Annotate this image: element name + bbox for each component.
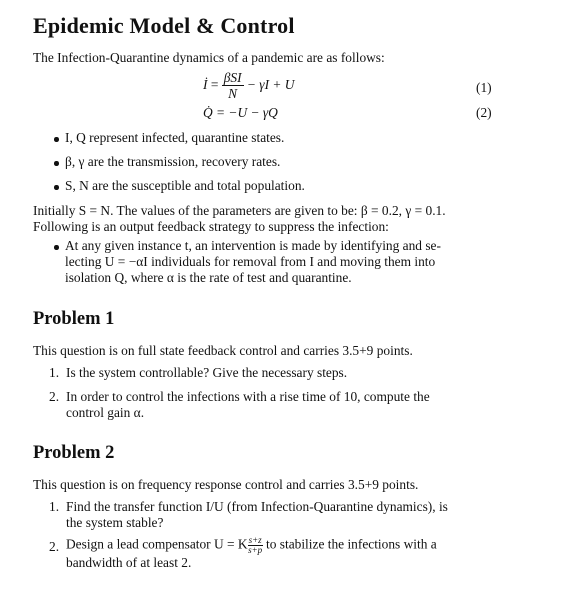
bullet-dot — [54, 245, 59, 250]
problem-1-item-2: In order to control the infections with a rise time of 10, compute the — [66, 389, 430, 404]
strategy-line: Following is an output feedback strategy to suppress the infection: — [33, 219, 389, 234]
eq2-rhs: = −U − γQ — [216, 105, 278, 120]
eq1-numerator: βSI — [223, 70, 242, 85]
problem-2-item-2-post: to stabilize the infections with a — [262, 536, 437, 552]
compensator-denominator: s+p — [248, 545, 263, 555]
bullet-item: β, γ are the transmission, recovery rates. — [65, 154, 281, 169]
eq1-rhs: − γI + U — [246, 76, 295, 92]
intervention-line: At any given instance t, an intervention is made by identifying and se- — [65, 238, 441, 253]
intervention-line: isolation Q, where α is the rate of test and quarantine. — [65, 270, 352, 285]
list-number: 1. — [49, 499, 60, 514]
problem-2-intro: This question is on frequency response control and carries 3.5+9 points. — [33, 477, 419, 492]
eq1-lhs: İ — [203, 76, 208, 92]
bullet-item: I, Q represent infected, quarantine states. — [65, 130, 285, 145]
problem-1-intro: This question is on full state feedback control and carries 3.5+9 points. — [33, 343, 413, 358]
compensator-numerator: s+z — [248, 535, 262, 545]
eq1-denominator: N — [228, 86, 238, 102]
document-title: Epidemic Model & Control — [33, 13, 295, 38]
equation-2-label: (2) — [476, 105, 492, 120]
list-number: 2. — [49, 389, 60, 404]
list-number: 2. — [49, 539, 60, 554]
problem-2-item-2-pre: Design a lead compensator U = K — [66, 536, 248, 552]
bullet-dot — [54, 161, 59, 166]
problem-2-item-1-cont: the system stable? — [66, 515, 164, 530]
eq2-lhs: Q̇ — [203, 105, 213, 120]
bullet-dot — [54, 137, 59, 142]
problem-1-item-2-cont: control gain α. — [66, 405, 145, 420]
eq1-fraction — [222, 71, 244, 101]
equation-1: İ = $\frac{\text{βSI}}{N}$ − γI + U — [203, 70, 295, 102]
problem-1-item-1: Is the system controllable? Give the necessary steps. — [66, 365, 348, 380]
equation-2 — [203, 105, 278, 121]
problem-2-heading: Problem 2 — [33, 443, 115, 463]
problem-1-heading: Problem 1 — [33, 309, 115, 329]
parameters-line: Initially S = N. The values of the parameters are given to be: β = 0.2, γ = 0.1. — [33, 203, 446, 218]
problem-2-item-1: Find the transfer function I/U (from Infection-Quarantine dynamics), is — [66, 499, 448, 514]
intervention-line: lecting U = −αI individuals for removal from I and moving them into — [65, 254, 436, 269]
problem-2-item-2 — [66, 536, 437, 555]
problem-2-item-2-cont: bandwidth of at least 2. — [66, 555, 192, 570]
bullet-dot — [54, 185, 59, 190]
list-number: 1. — [49, 365, 60, 380]
equation-1-label: (1) — [476, 80, 492, 95]
lead-compensator-fraction — [248, 536, 263, 555]
bullet-item: S, N are the susceptible and total population. — [65, 178, 305, 193]
intro-text: The Infection-Quarantine dynamics of a pandemic are as follows: — [33, 50, 385, 65]
